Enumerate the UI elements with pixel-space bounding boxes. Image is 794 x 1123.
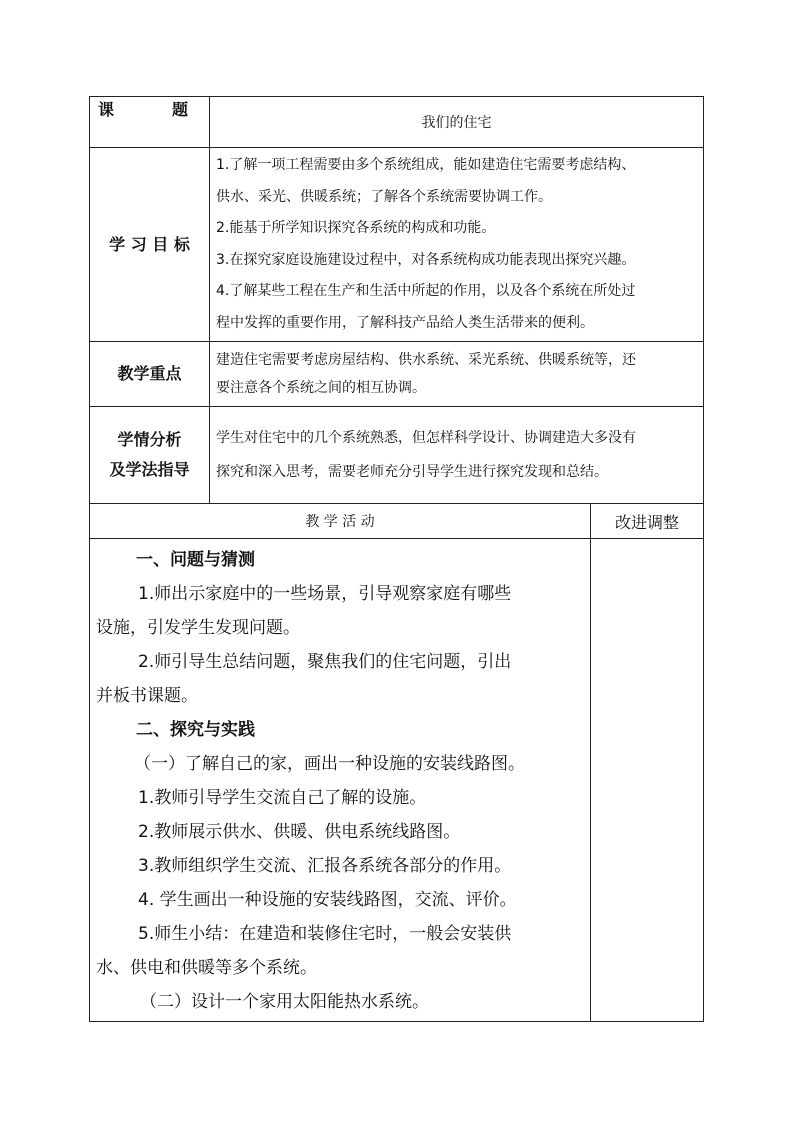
activities-header-row — [90, 504, 704, 539]
objectives-row — [90, 148, 704, 342]
objective-line: 3.在探究家庭设施建设过程中，对各系统构成功能表现出探究兴趣。 — [216, 251, 636, 268]
topic-value: 我们的住宅 — [210, 97, 704, 148]
topic-label-char-2: 题 — [172, 100, 189, 119]
activity-line: 2.教师展示供水、供暖、供电系统线路图。 — [138, 822, 461, 842]
analysis-row — [90, 407, 704, 504]
analysis-label-line-1: 学情分析 — [117, 430, 182, 449]
activity-line: 3.教师组织学生交流、汇报各系统各部分的作用。 — [138, 856, 512, 876]
analysis-line: 学生对住宅中的几个系统熟悉，但怎样科学设计、协调建造大多没有 — [216, 430, 636, 446]
analysis-label-line-2: 及学法指导 — [109, 460, 190, 479]
activity-line: 5.师生小结：在建造和装修住宅时，一般会安装供 — [138, 924, 512, 944]
keypoints-row — [90, 342, 704, 407]
activity-line: （二）设计一个家用太阳能热水系统。 — [140, 992, 429, 1012]
objectives-label: 学 习 目 标 — [90, 148, 210, 342]
keypoints-label: 教学重点 — [90, 342, 210, 407]
lesson-plan-table — [89, 96, 704, 1022]
objective-line: 供水、采光、供暖系统；了解各个系统需要协调工作。 — [216, 188, 552, 205]
activities-content — [90, 539, 591, 1022]
topic-label-cell — [90, 97, 210, 148]
activities-header: 教 学 活 动 — [90, 504, 591, 539]
activity-line: 1.教师引导学生交流自己了解的设施。 — [138, 788, 427, 808]
section-heading: 一、问题与猜测 — [136, 550, 255, 570]
analysis-content — [210, 407, 704, 504]
keypoint-line: 建造住宅需要考虑房屋结构、供水系统、采光系统、供暖系统等，还 — [216, 352, 636, 368]
analysis-line: 探究和深入思考，需要老师充分引导学生进行探究发现和总结。 — [216, 464, 608, 480]
adjust-header: 改进调整 — [591, 504, 704, 539]
objectives-content — [210, 148, 704, 342]
objective-line: 1.了解一项工程需要由多个系统组成，能如建造住宅需要考虑结构、 — [216, 157, 636, 173]
objective-line: 2.能基于所学知识探究各系统的构成和功能。 — [216, 220, 496, 236]
activity-line: 1.师出示家庭中的一些场景，引导观察家庭有哪些 — [138, 584, 512, 604]
objective-line: 程中发挥的重要作用，了解科技产品给人类生活带来的便利。 — [216, 314, 594, 331]
adjust-content — [591, 539, 704, 1022]
objective-line: 4.了解某些工程在生产和生活中所起的作用，以及各个系统在所处过 — [216, 283, 636, 299]
topic-row — [90, 97, 704, 148]
analysis-label — [90, 407, 210, 504]
activity-line: 水、供电和供暖等多个系统。 — [96, 958, 317, 978]
keypoints-content — [210, 342, 704, 407]
activity-line: 设施，引发学生发现问题。 — [96, 618, 300, 638]
keypoint-line: 要注意各个系统之间的相互协调。 — [216, 380, 426, 396]
topic-label-char-1: 课 — [98, 100, 115, 119]
section-heading: 二、探究与实践 — [136, 720, 255, 740]
activities-body-row — [90, 539, 704, 1022]
activity-line: 4. 学生画出一种设施的安装线路图，交流、评价。 — [138, 890, 517, 910]
activity-line: 2.师引导生总结问题，聚焦我们的住宅问题，引出 — [138, 652, 512, 672]
activity-line: 并板书课题。 — [96, 686, 198, 706]
activity-line: （一）了解自己的家，画出一种设施的安装线路图。 — [134, 754, 525, 774]
